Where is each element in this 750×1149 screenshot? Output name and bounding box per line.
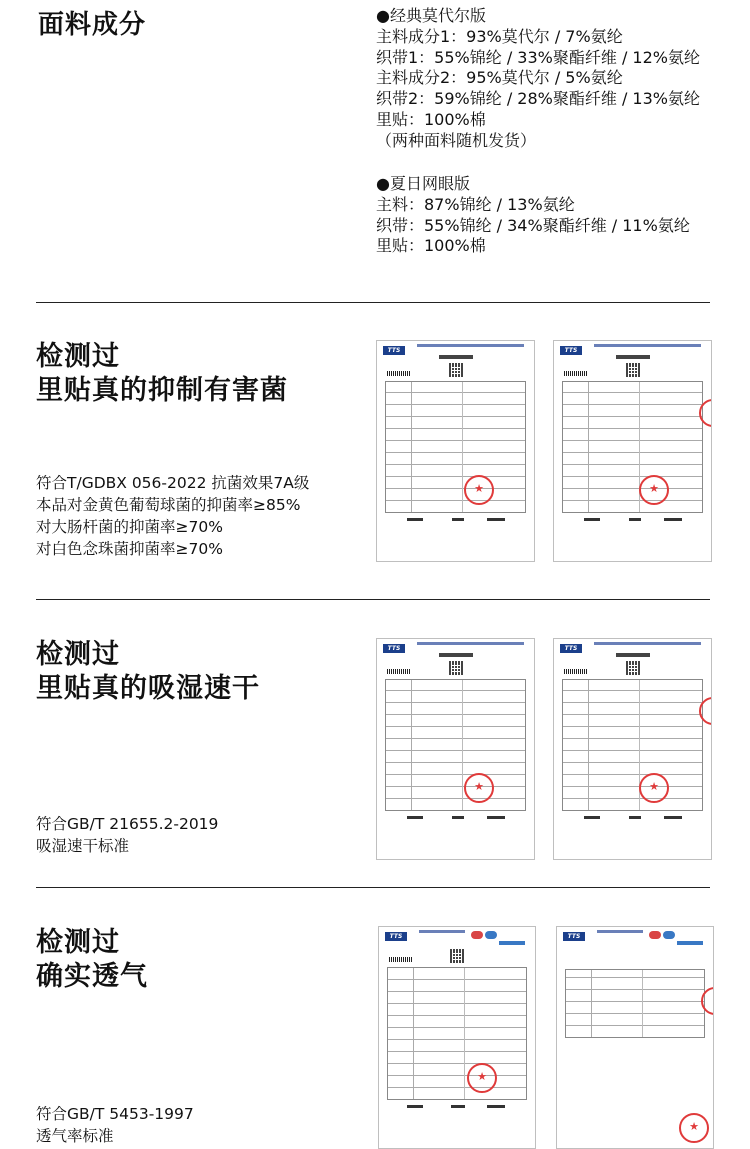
spec-line: 织带2：59%锦纶 / 28%聚酯纤维 / 13%氨纶 <box>376 89 700 109</box>
spec-line: 里贴：100%棉 <box>376 109 486 129</box>
summer-mesh-spec <box>376 174 736 257</box>
quick-dry-title <box>36 638 260 706</box>
title-line: 检测过 <box>36 639 120 670</box>
spec-line: 织带：55%锦纶 / 34%聚酯纤维 / 11%氨纶 <box>376 215 690 235</box>
fabric-section-title: 面料成分 <box>38 10 147 40</box>
desc-line: 透气率标准 <box>36 1127 114 1145</box>
summer-mesh-heading: ●夏日网眼版 <box>376 174 470 193</box>
antibacterial-title <box>36 340 288 408</box>
desc-line: 符合T/GDBX 056-2022 抗菌效果7A级 <box>36 474 310 492</box>
tts-logo: TTS <box>563 932 585 941</box>
title-line: 里贴真的抑制有害菌 <box>36 375 288 406</box>
spec-line: 里贴：100%棉 <box>376 236 486 256</box>
classic-modal-spec <box>376 6 736 152</box>
spec-line: 主料成分2：95%莫代尔 / 5%氨纶 <box>376 68 623 88</box>
red-seal-icon <box>679 1113 709 1143</box>
antibacterial-certificate-2 <box>553 340 712 562</box>
cnas-logo-icon <box>485 931 497 939</box>
title-line: 里贴真的吸湿速干 <box>36 673 260 704</box>
tts-logo: TTS <box>560 346 582 355</box>
quick-dry-certificate-2 <box>553 638 712 860</box>
desc-line: 吸湿速干标准 <box>36 837 130 855</box>
title-line: 检测过 <box>36 927 120 958</box>
breathable-certificate-2 <box>556 926 714 1149</box>
spec-line: 主料成分1：93%莫代尔 / 7%氨纶 <box>376 26 623 46</box>
red-seal-icon <box>464 773 494 803</box>
antibacterial-description <box>36 472 309 560</box>
breathable-description <box>36 1103 194 1147</box>
antibacterial-certificate-1 <box>376 340 535 562</box>
spec-line: 织带1：55%锦纶 / 33%聚酯纤维 / 12%氨纶 <box>376 47 700 67</box>
title-line: 检测过 <box>36 341 120 372</box>
section-divider <box>36 599 710 600</box>
qr-code-icon <box>449 661 463 675</box>
red-seal-icon <box>467 1063 497 1093</box>
quick-dry-certificate-1 <box>376 638 535 860</box>
classic-modal-heading: ●经典莫代尔版 <box>376 6 486 25</box>
qr-code-icon <box>450 949 464 963</box>
tts-logo: TTS <box>560 644 582 653</box>
cnas-logo-icon <box>663 931 675 939</box>
desc-line: 本品对金黄色葡萄球菌的抑菌率≥85% <box>36 496 301 514</box>
desc-line: 符合GB/T 5453-1997 <box>36 1105 194 1123</box>
red-seal-icon <box>639 773 669 803</box>
title-line: 确实透气 <box>36 961 148 992</box>
qr-code-icon <box>626 661 640 675</box>
desc-line: 对大肠杆菌的抑菌率≥70% <box>36 518 223 536</box>
qr-code-icon <box>449 363 463 377</box>
cma-logo-icon <box>649 931 661 939</box>
desc-line: 符合GB/T 21655.2-2019 <box>36 815 219 833</box>
qr-code-icon <box>626 363 640 377</box>
section-divider <box>36 887 710 888</box>
red-seal-icon <box>639 475 669 505</box>
breathable-title <box>36 926 148 994</box>
desc-line: 对白色念珠菌抑菌率≥70% <box>36 540 223 558</box>
tts-logo: TTS <box>385 932 407 941</box>
cma-logo-icon <box>471 931 483 939</box>
section-divider <box>36 302 710 303</box>
quick-dry-description <box>36 813 218 857</box>
shipping-note: （两种面料随机发货） <box>376 130 537 150</box>
tts-logo: TTS <box>383 644 405 653</box>
red-seal-icon <box>464 475 494 505</box>
spec-line: 主料：87%锦纶 / 13%氨纶 <box>376 194 575 214</box>
tts-logo: TTS <box>383 346 405 355</box>
breathable-certificate-1 <box>378 926 536 1149</box>
